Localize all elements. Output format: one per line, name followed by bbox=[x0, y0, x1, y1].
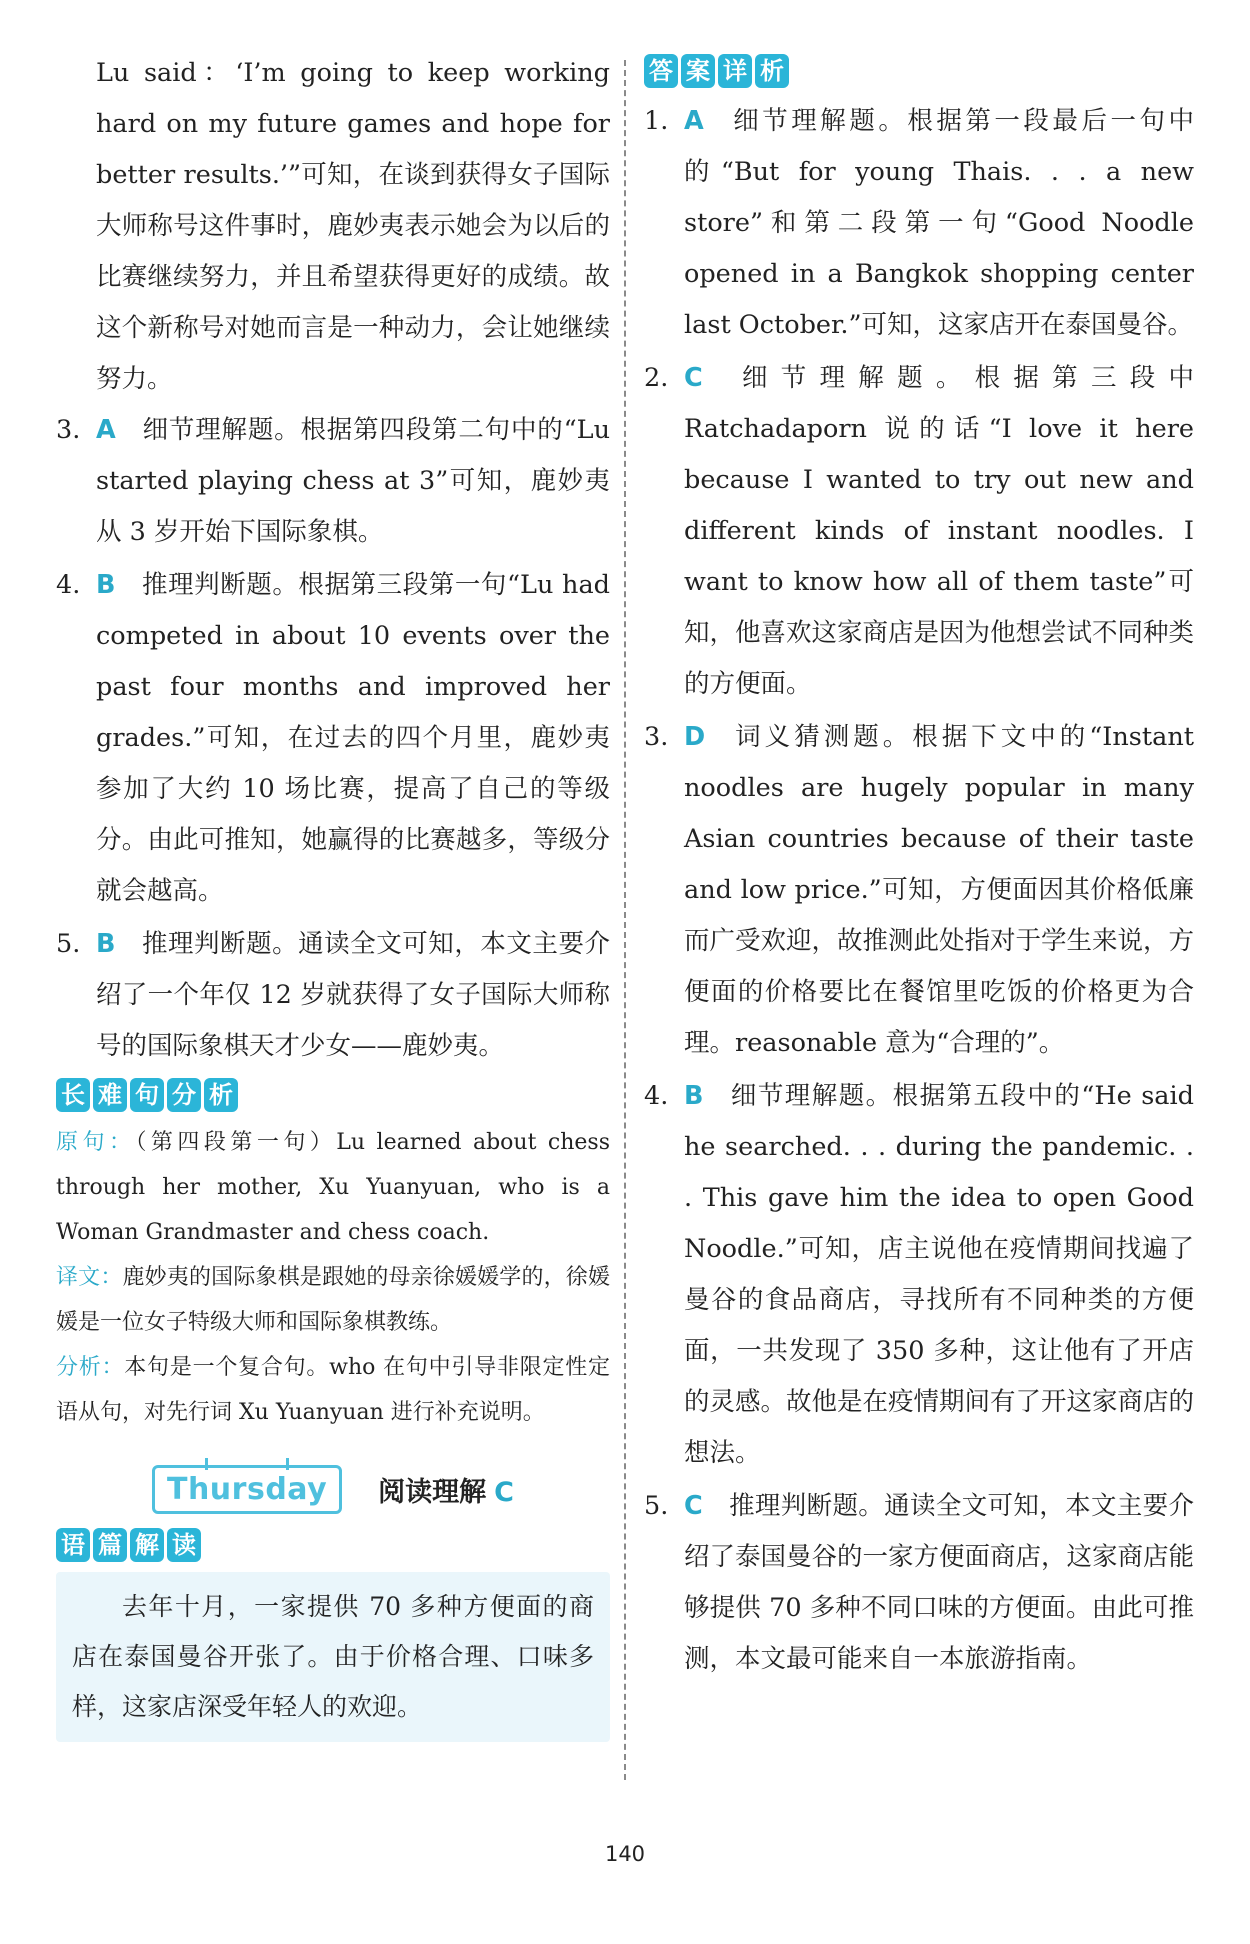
translation-text: 鹿妙夷的国际象棋是跟她的母亲徐媛媛学的，徐媛媛是一位女子特级大师和国际象棋教练。 bbox=[56, 1265, 610, 1335]
heading-char: 难 bbox=[93, 1078, 127, 1112]
continued-answer-text: Lu said：‘I’m going to keep working hard on my future games and hope for better results.’”可知，在谈到获得女子国际大师称号这件事时，鹿妙夷表示她会为以后的比赛继续努力，并且希望获得更好的成绩。故这个新称号对她而言是一种动力，会让她继续努力。 bbox=[96, 58, 610, 394]
answer-explanation: 推理判断题。根据第三段第一句“Lu had competed in about 10 events over the past four months and improved her grades.”可知，在过去的四个月里，鹿妙夷参加了大约 10 场比赛，提高了自己的等级分。由此可推知，她赢得的比赛越多，等级分就会越高。 bbox=[96, 570, 610, 906]
reading-section-title bbox=[378, 1470, 514, 1509]
passage-summary-heading bbox=[56, 1528, 610, 1562]
analysis-text: 本句是一个复合句。who 在句中引导非限定性定语从句，对先行词 Xu Yuanyuan 进行补充说明。 bbox=[56, 1355, 610, 1425]
question-number: 3. bbox=[644, 722, 669, 752]
answer-explanation: 词义猜测题。根据下文中的“Instant noodles are hugely popular in many Asian countries because of their taste and low price.”可知，方便面因其价格低廉而广受欢迎，故推测此处指对于学生来说，方便面的价格要比在餐馆里吃饭的价格更为合理。reasonable 意为“合理的”。 bbox=[684, 722, 1195, 1058]
answer-explanation: 细节理解题。根据第三段中 Ratchadaporn 说的话“I love it here because I wanted to try out new and different kinds of instant noodles. I want to know how all of them taste”可知，他喜欢这家商店是因为他想尝试不同种类的方便面。 bbox=[684, 363, 1195, 699]
answer-letter: B bbox=[96, 570, 116, 600]
reading-title-text: 阅读理解 bbox=[378, 1477, 487, 1508]
heading-char: 句 bbox=[130, 1078, 164, 1112]
heading-char: 析 bbox=[755, 54, 789, 88]
original-sentence bbox=[56, 1120, 610, 1255]
answer-item-1 bbox=[644, 96, 1194, 351]
question-number: 1. bbox=[644, 106, 669, 136]
heading-char: 读 bbox=[167, 1528, 201, 1562]
page-number: 140 bbox=[604, 1842, 646, 1866]
answer-item-2 bbox=[644, 353, 1194, 710]
answer-explanation: 细节理解题。根据第一段最后一句中的“But for young Thais. . . a new store”和第二段第一句“Good Noodle opened in a Bangkok shopping center last October.”可知，这家店开在泰国曼谷。 bbox=[684, 106, 1194, 340]
answer-explanation: 推理判断题。通读全文可知，本文主要介绍了一个年仅 12 岁就获得了女子国际大师称号的国际象棋天才少女——鹿妙夷。 bbox=[96, 929, 610, 1061]
question-number: 5. bbox=[56, 929, 81, 959]
question-number: 3. bbox=[56, 415, 81, 445]
heading-char: 长 bbox=[56, 1078, 90, 1112]
heading-char: 分 bbox=[167, 1078, 201, 1112]
reading-title-letter: C bbox=[494, 1477, 514, 1508]
answer-letter: C bbox=[684, 363, 703, 393]
thursday-badge: Thursday bbox=[152, 1465, 342, 1514]
original-label: 原句： bbox=[56, 1130, 136, 1155]
answer-letter: A bbox=[684, 106, 704, 136]
long-sentence-heading bbox=[56, 1078, 610, 1112]
heading-char: 篇 bbox=[93, 1528, 127, 1562]
translation-label: 译文： bbox=[56, 1265, 123, 1290]
right-column bbox=[644, 48, 1194, 1687]
section-title-row bbox=[56, 1465, 610, 1514]
answer-item-5 bbox=[644, 1481, 1194, 1685]
answer-letter: B bbox=[684, 1081, 704, 1111]
answer-letter: D bbox=[684, 722, 706, 752]
passage-summary-text: 去年十月，一家提供 70 多种方便面的商店在泰国曼谷开张了。由于价格合理、口味多样，这家店深受年轻人的欢迎。 bbox=[72, 1592, 594, 1721]
column-divider bbox=[624, 60, 626, 1780]
answer-detail-heading bbox=[644, 54, 1194, 88]
passage-summary-box bbox=[56, 1572, 610, 1742]
answer-item-3 bbox=[644, 712, 1194, 1069]
left-column bbox=[56, 48, 610, 1742]
answer-explanation: 细节理解题。根据第五段中的“He said he searched. . . during the pandemic. . . This gave him the idea to open Good Noodle.”可知，店主说他在疫情期间找遍了曼谷的食品商店，寻找所有不同种类的方便面，一共发现了 350 多种，这让他有了开店的灵感。故他是在疫情期间有了开这家商店的想法。 bbox=[684, 1081, 1195, 1468]
heading-char: 解 bbox=[130, 1528, 164, 1562]
question-number: 4. bbox=[56, 570, 81, 600]
question-number: 4. bbox=[644, 1081, 669, 1111]
answer-letter: C bbox=[684, 1491, 703, 1521]
answer-explanation: 细节理解题。根据第四段第二句中的“Lu started playing chess at 3”可知，鹿妙夷从 3 岁开始下国际象棋。 bbox=[96, 415, 610, 547]
original-text: （第四段第一句）Lu learned about chess through her mother, Xu Yuanyuan, who is a Woman Grandmaster and chess coach. bbox=[56, 1130, 610, 1245]
translation bbox=[56, 1255, 610, 1345]
answer-item-4 bbox=[56, 560, 610, 917]
answer-letter: B bbox=[96, 929, 116, 959]
heading-char: 详 bbox=[718, 54, 752, 88]
sentence-analysis bbox=[56, 1345, 610, 1435]
answer-item-5 bbox=[56, 919, 610, 1072]
answer-explanation: 推理判断题。通读全文可知，本文主要介绍了泰国曼谷的一家方便面商店，这家商店能够提供 70 多种不同口味的方便面。由此可推测，本文最可能来自一本旅游指南。 bbox=[684, 1491, 1195, 1674]
question-number: 2. bbox=[644, 363, 669, 393]
heading-char: 答 bbox=[644, 54, 678, 88]
question-number: 5. bbox=[644, 1491, 669, 1521]
heading-char: 析 bbox=[204, 1078, 238, 1112]
heading-char: 案 bbox=[681, 54, 715, 88]
answer-letter: A bbox=[96, 415, 116, 445]
analysis-label: 分析： bbox=[56, 1355, 125, 1380]
answer-item-4 bbox=[644, 1071, 1194, 1479]
answer-item-3 bbox=[56, 405, 610, 558]
heading-char: 语 bbox=[56, 1528, 90, 1562]
